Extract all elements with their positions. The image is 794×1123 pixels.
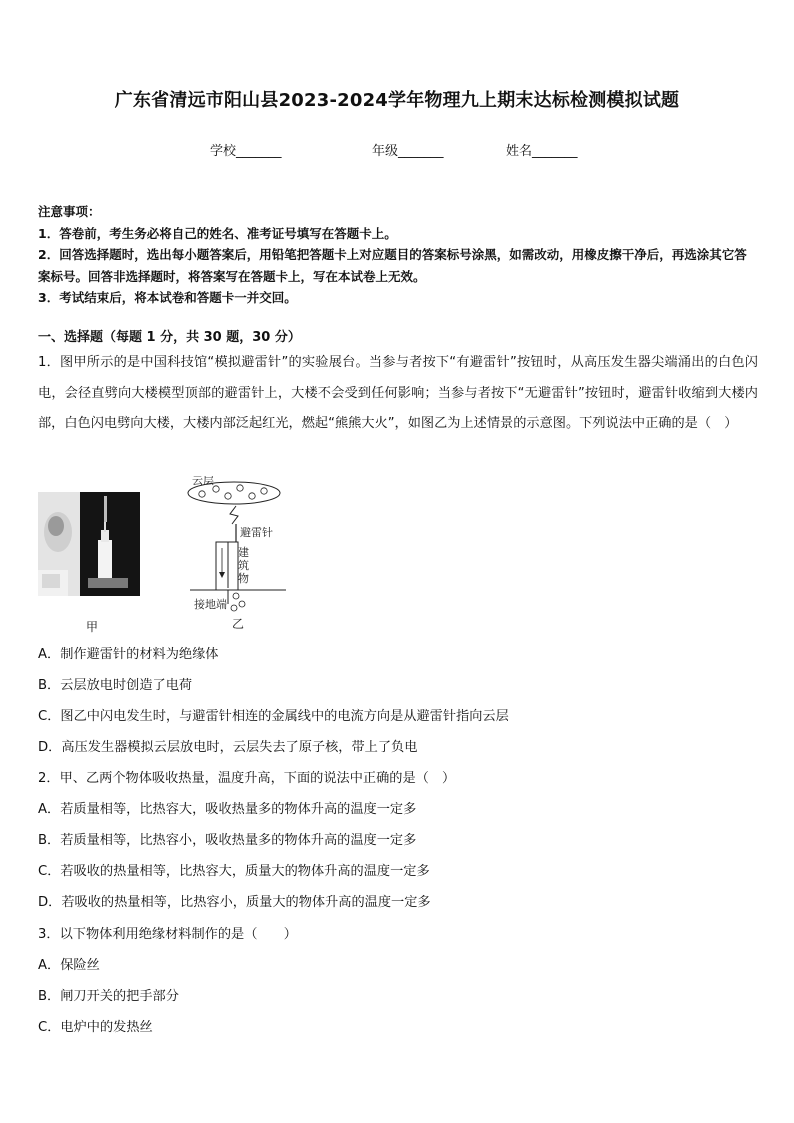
notes-block <box>38 201 758 309</box>
building-label-3: 物 <box>238 573 249 585</box>
grade-label: 年级 <box>372 144 399 159</box>
q3-option-a: A．保险丝 <box>38 958 100 973</box>
school-field <box>210 140 282 159</box>
exhibit-photo <box>38 492 140 596</box>
figure-q1 <box>38 476 298 636</box>
cloud-label: 云层 <box>192 476 214 487</box>
ground-label: 接地端 <box>194 599 227 611</box>
figure-caption-yi: 乙 <box>232 617 245 631</box>
rod-label: 避雷针 <box>240 527 273 539</box>
lightning-bolt <box>230 506 238 524</box>
current-arrow-head <box>219 572 225 578</box>
q2-option-b: B．若质量相等，比热容小，吸收热量多的物体升高的温度一定多 <box>38 833 417 848</box>
grade-field <box>372 140 444 159</box>
name-field <box>506 140 578 159</box>
building-label-2: 筑 <box>238 560 249 572</box>
student-info-row <box>0 140 794 160</box>
question-3-stem: 3．以下物体利用绝缘材料制作的是（ ） <box>38 927 297 942</box>
section-heading: 一、选择题（每题 1 分，共 30 题，30 分） <box>38 330 301 345</box>
notes-item: 2．回答选择题时，选出每小题答案后，用铅笔把答题卡上对应题目的答案标号涂黑，如需改动，用橡皮擦干净后，再选涂其它答案标号。回答非选择题时，将答案写在答题卡上，写在本试卷上无效。 <box>38 247 747 284</box>
q1-option-c: C．图乙中闪电发生时，与避雷针相连的金属线中的电流方向是从避雷针指向云层 <box>38 709 509 724</box>
q2-option-c: C．若吸收的热量相等，比热容大，质量大的物体升高的温度一定多 <box>38 864 430 879</box>
q3-option-b: B．闸刀开关的把手部分 <box>38 989 179 1004</box>
name-blank: _______ <box>532 144 578 159</box>
q1-option-a: A．制作避雷针的材料为绝缘体 <box>38 647 219 662</box>
school-blank: _______ <box>236 144 282 159</box>
q2-option-d: D．若吸收的热量相等，比热容小，质量大的物体升高的温度一定多 <box>38 895 431 910</box>
grade-blank: _______ <box>398 144 444 159</box>
notes-item: 3．考试结束后，将本试卷和答题卡一并交回。 <box>38 290 297 305</box>
page-title: 广东省清远市阳山县2023-2024学年物理九上期末达标检测模拟试题 <box>114 90 680 111</box>
question-2-stem: 2．甲、乙两个物体吸收热量，温度升高，下面的说法中正确的是（ ） <box>38 771 456 786</box>
name-label: 姓名 <box>506 144 533 159</box>
exhibit-photo-image <box>38 492 140 596</box>
q2-option-a: A．若质量相等，比热容大，吸收热量多的物体升高的温度一定多 <box>38 802 417 817</box>
building-outline <box>216 542 238 590</box>
school-label: 学校 <box>210 144 237 159</box>
q1-option-b: B．云层放电时创造了电荷 <box>38 678 193 693</box>
figure-caption-jia: 甲 <box>86 620 99 634</box>
lightning-rod-diagram <box>178 476 298 636</box>
q1-option-d: D．高压发生器模拟云层放电时，云层失去了原子核，带上了负电 <box>38 740 418 755</box>
question-1-stem: 1．图甲所示的是中国科技馆“模拟避雷针”的实验展台。当参与者按下“有避雷针”按钮时，从高压发生器尖端涌出的白色闪电，会径直劈向大楼模型顶部的避雷针上，大楼不会受到任何影响；当参与者按下“无避雷针”按钮时，避雷针收缩到大楼内部，白色闪电劈向大楼，大楼内部泛起红光，燃起“熊熊大火”，如图乙为上述情景的示意图。下列说法中正确的是（ ） <box>38 355 758 431</box>
building-label-1: 建 <box>238 547 249 559</box>
ground-charges <box>231 593 245 611</box>
q3-option-c: C．电炉中的发热丝 <box>38 1020 153 1035</box>
notes-item: 1．答卷前，考生务必将自己的姓名、准考证号填写在答题卡上。 <box>38 225 397 241</box>
notes-title: 注意事项： <box>38 204 101 219</box>
